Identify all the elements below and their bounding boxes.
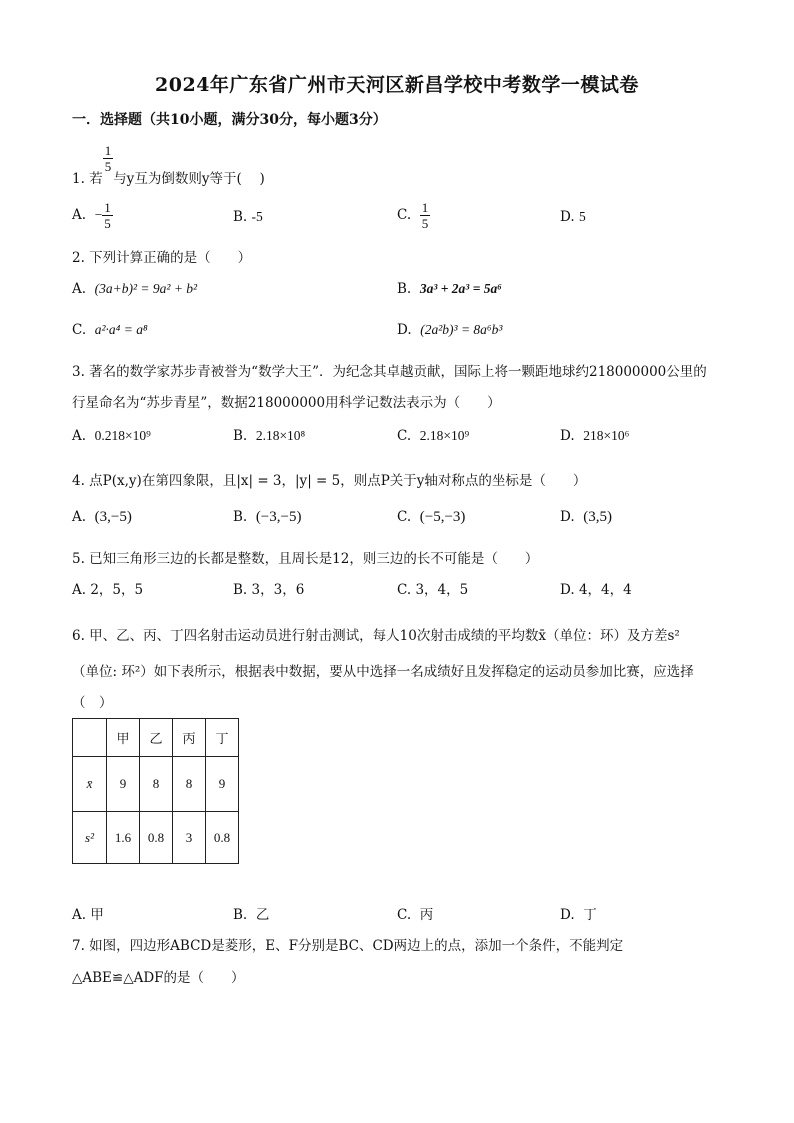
table-row	[73, 812, 239, 864]
table-cell: 3	[173, 812, 206, 864]
q3-option-b: B. 2.18×10⁸	[233, 428, 306, 444]
q5-option-d: D. 4，4，4	[560, 582, 632, 598]
question-5-stem: 5. 已知三角形三边的长都是整数，且周长是12，则三边的长不可能是（ ）	[72, 551, 539, 567]
q6-option-d: D. 丁	[560, 907, 597, 923]
q3-option-a: A. 0.218×10⁹	[72, 428, 151, 444]
question-4-stem: 4. 点P(x,y)在第四象限，且|x| = 3，|y| = 5，则点P关于y轴对称点的坐标是（ ）	[72, 473, 587, 489]
q1-option-b: B. -5	[233, 209, 263, 225]
table-cell: 8	[173, 757, 206, 812]
question-6-line3: （ ）	[72, 695, 113, 711]
question-6-line2: （单位: 环²）如下表所示，根据表中数据，要从中选择一名成绩好且发挥稳定的运动员参加比赛，应选择	[72, 664, 694, 680]
table-row-label: s²	[73, 812, 107, 864]
q1-a-fraction: $\frac{1}{5}$	[104, 200, 111, 231]
table-row	[73, 757, 239, 812]
q1-option-a: A. − $\frac{1}{5}$	[72, 200, 111, 231]
q2-option-b: B. 3a³ + 2a³ = 5a⁶	[397, 281, 502, 297]
q1-number: 1.	[72, 171, 85, 187]
table-cell: 1.6	[107, 812, 140, 864]
q6-option-a: A. 甲	[72, 907, 104, 923]
table-cell: 0.8	[140, 812, 173, 864]
question-3-line2: 行星命名为“苏步青星”，数据218000000用科学记数法表示为（ ）	[72, 395, 501, 411]
table-header-row	[73, 719, 239, 757]
page-title: 2024年广东省广州市天河区新昌学校中考数学一模试卷	[155, 74, 639, 96]
table-cell: 0.8	[206, 812, 239, 864]
question-1	[72, 143, 265, 187]
question-7-line1: 7. 如图，四边形ABCD是菱形，E、F分别是BC、CD两边上的点，添加一个条件，不能判定	[72, 938, 624, 954]
table-row-label: x̄	[73, 757, 107, 812]
q1-stem: 与y互为倒数则y等于( )	[113, 171, 265, 187]
q6-option-c: C. 丙	[397, 907, 434, 923]
q2-option-a: A. (3a+b)² = 9a² + b²	[72, 281, 198, 297]
q4-option-a: A. (3,−5)	[72, 509, 132, 525]
q4-option-c: C. (−5,−3)	[397, 509, 466, 525]
table-cell: 8	[140, 757, 173, 812]
table-cell: 9	[107, 757, 140, 812]
q1-c-fraction: $\frac{1}{5}$	[421, 200, 429, 231]
table-header-cell: 丁	[206, 719, 239, 757]
question-6-line1: 6. 甲、乙、丙、丁四名射击运动员进行射击测试，每人10次射击成绩的平均数x̄（单位：环）及方差s²	[72, 628, 680, 644]
q1-option-d: D. 5	[560, 209, 586, 225]
question-2-stem: 2. 下列计算正确的是（ ）	[72, 250, 252, 266]
section-heading: 一．选择题（共10小题，满分30分，每小题3分）	[72, 112, 387, 128]
question-3-line1: 3. 著名的数学家苏步青被誉为“数学大王”．为纪念其卓越贡献，国际上将一颗距地球约218000000公里的	[72, 364, 707, 380]
q1-fraction: $\frac{1}{5}$	[104, 143, 112, 174]
table-header-cell: 乙	[140, 719, 173, 757]
q2-option-d: D. (2a²b)³ = 8a⁶b³	[397, 322, 503, 338]
table-header-cell: 甲	[107, 719, 140, 757]
q1-option-c: C. $\frac{1}{5}$	[397, 200, 429, 231]
q5-option-b: B. 3，3，6	[233, 582, 305, 598]
question-7-line2: △ABE≌△ADF的是（ ）	[72, 970, 245, 986]
q5-option-c: C. 3，4，5	[397, 582, 469, 598]
table-cell: 9	[206, 757, 239, 812]
q6-option-b: B. 乙	[233, 907, 270, 923]
score-table	[72, 718, 239, 864]
q5-option-a: A. 2，5，5	[72, 582, 144, 598]
table-header-cell: 丙	[173, 719, 206, 757]
table-header-cell	[73, 719, 107, 757]
q4-option-b: B. (−3,−5)	[233, 509, 302, 525]
q3-option-c: C. 2.18×10⁹	[397, 428, 470, 444]
q2-option-c: C. a²·a⁴ = a⁸	[72, 322, 148, 338]
q4-option-d: D. (3,5)	[560, 509, 612, 525]
q3-option-d: D. 218×10⁶	[560, 428, 630, 444]
q1-prefix: 若	[89, 171, 103, 187]
